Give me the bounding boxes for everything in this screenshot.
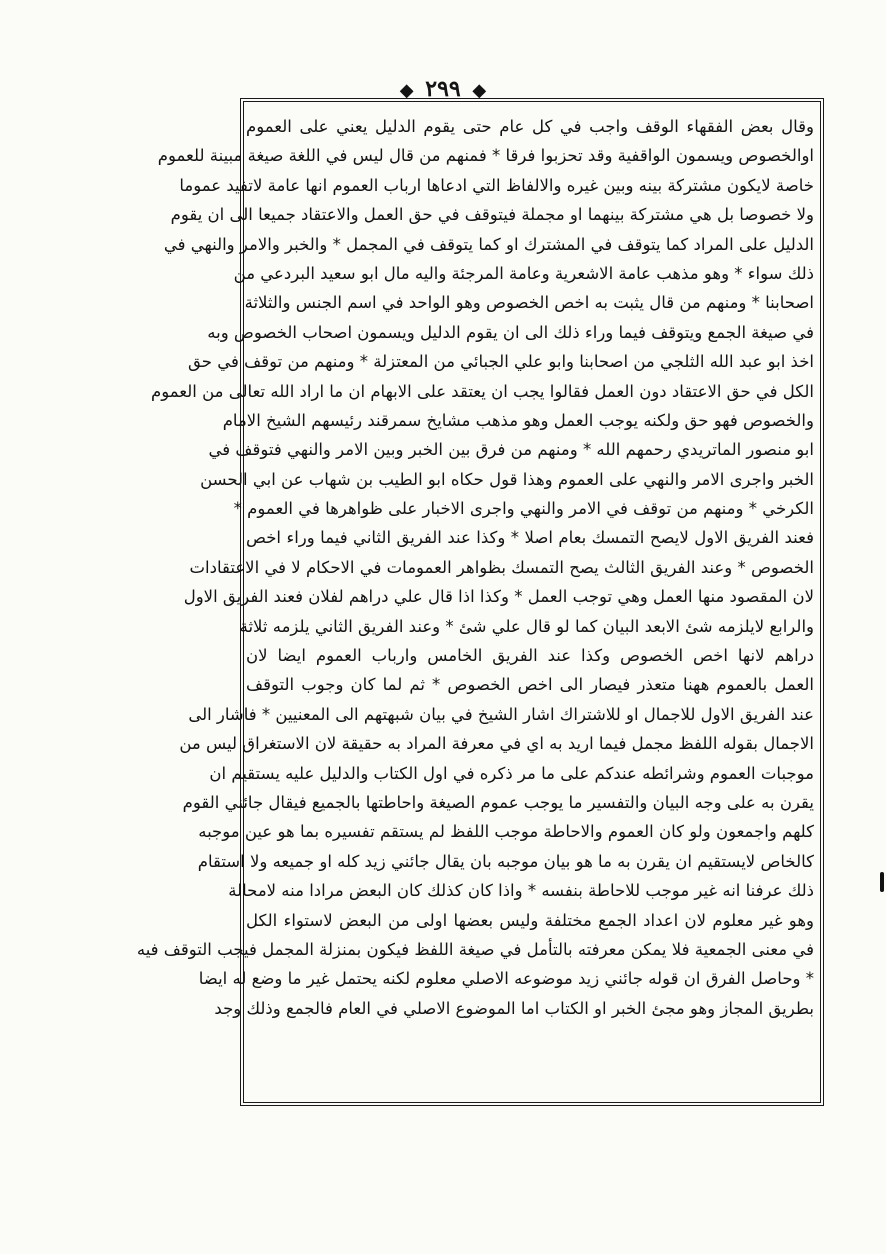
page-number-value: ٢٩٩ [425,76,461,102]
text-line: الكرخي * ومنهم من توقف في الامر والنهي واجرى الاخبار على ظواهرها في العموم * [233,499,814,519]
text-line: بطريق المجاز وهو مجئ الخبر او الكتاب اما الموضوع الاصلي في العام فالجمع وذلك وجد [214,998,814,1018]
text-line: يقرن به على وجه البيان والتفسير ما يوجب عموم الصيغة واحاطتها بالجميع فيقال جائني القوم [182,792,814,812]
text-line: الدليل على المراد كما يتوقف في المشترك او كما يتوقف في المجمل * والخبر والامر والنهي في [163,234,814,254]
body-text [136,112,814,1102]
ornament-right-icon: ◆ [472,80,487,101]
text-line: الخبر واجرى الامر والنهي على العموم وهذا قول حكاه ابو الطيب بن شهاب عن ابي الحسن [200,469,814,489]
text-line: ولا خصوصا بل هي مشتركة بينهما او مجملة فيتوقف في حق العمل والاعتقاد جميعا الى ان يقوم [170,205,814,225]
text-line: كلهم واجمعون ولو كان العموم والاحاطة موجب اللفظ لم يستقم تفسيره بما هو عين موجبه [198,822,814,842]
text-line: دراهم لانها اخص الخصوص وكذا عند الفريق الخامس وارباب العموم ايضا لان [246,646,814,666]
text-line: في معنى الجمعية فلا يمكن معرفته بالتأمل في صيغة اللفظ فيكون بمنزلة المجمل فيجب التوقف فيه [136,939,814,959]
text-line: ذلك سواء * وهو مذهب عامة الاشعرية وعامة المرجئة واليه مال ابو سعيد البردعي من [233,263,814,283]
text-line: والرابع لايلزمه شئ الابعد البيان كما لو قال علي شئ * وعند الفريق الثاني يلزمه ثلاثة [239,616,814,636]
text-line: عند الفريق الاول للاجمال او للاشتراك اشار الشيخ في بيان شبهتهم الى المعنيين * فاشار الى [188,704,814,724]
text-line: خاصة لايكون مشتركة بينه وبين غيره والالفاظ التي ادعاها ارباب العموم انها عامة لاتفيد عموما [179,175,814,195]
ornament-left-icon: ◆ [399,80,414,101]
text-line: اوالخصوص ويسمون الواقفية وقد تحزبوا فرقا * فمنهم من قال ليس في اللغة صيغة مبينة للعموم [157,146,814,166]
text-line: لان المقصود منها العمل وهي توجب العمل * وكذا اذا قال علي دراهم لفلان فعند الفريق الاول [183,587,814,607]
text-line: الخصوص * وعند الفريق الثالث يصح التمسك بظواهر العمومات في الاحكام لا في الاعتقادات [189,557,814,577]
text-line: موجبات العموم وشرائطه عندكم على ما مر ذكره في اول الكتاب والدليل عليه يستقيم ان [209,763,814,783]
text-line: الاجمال بقوله اللفظ مجمل فيما اريد به اي في معرفة المراد به حقيقة لان الاستغراق ليس من [179,734,814,754]
text-line: الكل في حق الاعتقاد دون العمل فقالوا يجب ان يعتقد على الابهام ان ما اراد الله تعالى من العموم [151,381,814,401]
text-line: * وحاصل الفرق ان قوله جائني زيد موضوعه الاصلي معلوم لكنه يحتمل غير ما وضع له ايضا [198,969,814,989]
text-line: وقال بعض الفقهاء الوقف واجب في كل عام حتى يقوم الدليل يعني على العموم [246,117,814,136]
text-line: كالخاص لايستقيم ان يقرن به ما هو بيان موجبه بان يقال جائني زيد كله او جميعه ولا استقام [197,851,814,871]
text-line: العمل بالعموم ههنا متعذر فيصار الى اخص الخصوص * ثم لما كان وجوب التوقف [246,675,814,695]
text-line: والخصوص فهو حق ولكنه يوجب العمل وهو مذهب مشايخ سمرقند رئيسهم الشيخ الامام [222,410,814,430]
text-line: وهو غير معلوم لان اعداد الجمع مختلفة وليس بعضها اولى من البعض لاستواء الكل [246,910,814,930]
text-line: اصحابنا * ومنهم من قال يثبت به اخص الخصوص وهو الواحد في اسم الجنس والثلاثة [244,293,814,313]
text-line: فعند الفريق الاول لايصح التمسك بعام اصلا * وكذا عند الفريق الثاني فيما وراء اخص [246,528,814,548]
text-line: ابو منصور الماتريدي رحمهم الله * ومنهم من فرق بين الخبر وبين الامر والنهي فتوقف في [208,440,814,460]
text-line: اخذ ابو عبد الله الثلجي من اصحابنا وابو علي الجبائي من المعتزلة * ومنهم من توقف في حق [188,352,814,372]
text-line: في صيغة الجمع ويتوقف فيما وراء ذلك الى ان يقوم الدليل ويسمون اصحاب الخصوص وبه [207,322,814,342]
margin-mark [880,872,884,892]
text-line: ذلك عرفنا انه غير موجب للاحاطة بنفسه * واذا كان كذلك كان البعض مرادا منه لامحالة [228,881,814,901]
